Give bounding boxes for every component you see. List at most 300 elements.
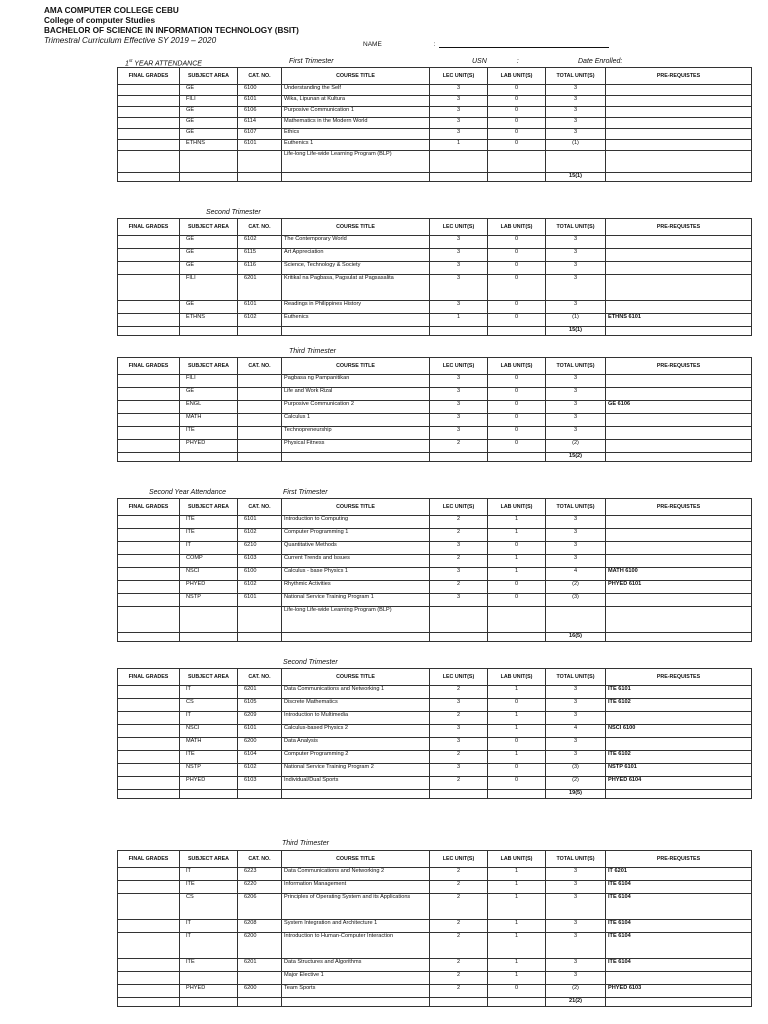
cell-prereq: ITE 6101 xyxy=(606,686,752,699)
final-grade-cell[interactable] xyxy=(118,894,180,920)
cell-lec: 2 xyxy=(430,440,488,453)
cell-prereq: PHYED 6101 xyxy=(606,581,752,594)
name-label: NAME xyxy=(363,41,382,48)
cell-prereq xyxy=(606,151,752,173)
course-row xyxy=(118,751,752,764)
final-grade-cell[interactable] xyxy=(118,249,180,262)
cell-cat: 6106 xyxy=(238,107,282,118)
cell-total: 3 xyxy=(546,107,606,118)
cell-subject: ETHNS xyxy=(180,140,238,151)
cell-lec: 3 xyxy=(430,236,488,249)
cell-total: 3 xyxy=(546,529,606,542)
blank-cell xyxy=(282,453,430,462)
cell-title: Purposive Communication 1 xyxy=(282,107,430,118)
column-header-title: COURSE TITLE xyxy=(282,851,430,868)
blank-cell xyxy=(606,453,752,462)
cell-lec: 2 xyxy=(430,972,488,985)
cell-title: Introduction to Multimedia xyxy=(282,712,430,725)
cell-subject: PHYED xyxy=(180,777,238,790)
blank-cell xyxy=(488,790,546,799)
cell-cat: 6206 xyxy=(238,894,282,920)
course-row xyxy=(118,920,752,933)
course-row xyxy=(118,129,752,140)
column-header-title: COURSE TITLE xyxy=(282,358,430,375)
cell-lab: 1 xyxy=(488,712,546,725)
final-grade-cell[interactable] xyxy=(118,107,180,118)
cell-total: (3) xyxy=(546,764,606,777)
final-grade-cell[interactable] xyxy=(118,516,180,529)
cell-lec: 2 xyxy=(430,777,488,790)
cell-total: 3 xyxy=(546,96,606,107)
course-row xyxy=(118,581,752,594)
cell-lab: 0 xyxy=(488,301,546,314)
cell-lab: 0 xyxy=(488,985,546,998)
cell-title: Data Analysis xyxy=(282,738,430,751)
blank-cell xyxy=(488,173,546,182)
final-grade-cell[interactable] xyxy=(118,881,180,894)
column-header-cat: CAT. NO. xyxy=(238,499,282,516)
cell-lec: 2 xyxy=(430,751,488,764)
table-header-row xyxy=(118,68,752,85)
total-units-row xyxy=(118,633,752,642)
final-grade-cell[interactable] xyxy=(118,933,180,959)
cell-lec: 1 xyxy=(430,314,488,327)
final-grade-cell[interactable] xyxy=(118,607,180,633)
course-row xyxy=(118,738,752,751)
cell-lab: 0 xyxy=(488,699,546,712)
cell-lec xyxy=(430,151,488,173)
cell-subject: CS xyxy=(180,699,238,712)
total-units: 15(1) xyxy=(546,327,606,336)
course-row xyxy=(118,262,752,275)
cell-prereq xyxy=(606,249,752,262)
cell-cat xyxy=(238,151,282,173)
cell-total: 3 xyxy=(546,959,606,972)
cell-lab: 0 xyxy=(488,85,546,96)
name-field[interactable] xyxy=(363,39,609,48)
cell-total: 3 xyxy=(546,751,606,764)
final-grade-cell[interactable] xyxy=(118,594,180,607)
final-grade-cell[interactable] xyxy=(118,427,180,440)
final-grade-cell[interactable] xyxy=(118,920,180,933)
cell-total: 3 xyxy=(546,301,606,314)
cell-cat: 6208 xyxy=(238,920,282,933)
term-block-y2-t3 xyxy=(117,850,751,1007)
final-grade-cell[interactable] xyxy=(118,262,180,275)
cell-lab: 0 xyxy=(488,107,546,118)
cell-cat: 6105 xyxy=(238,699,282,712)
cell-prereq: PHYED 6104 xyxy=(606,777,752,790)
cell-lab: 0 xyxy=(488,262,546,275)
cell-title: Calculus-based Physics 2 xyxy=(282,725,430,738)
cell-lec: 2 xyxy=(430,868,488,881)
cell-cat: 6103 xyxy=(238,777,282,790)
final-grade-cell[interactable] xyxy=(118,375,180,388)
cell-cat: 6210 xyxy=(238,542,282,555)
cell-lec: 3 xyxy=(430,594,488,607)
cell-prereq xyxy=(606,529,752,542)
course-row xyxy=(118,249,752,262)
column-header-cat: CAT. NO. xyxy=(238,68,282,85)
final-grade-cell[interactable] xyxy=(118,85,180,96)
cell-title: Physical Fitness xyxy=(282,440,430,453)
cell-cat: 6102 xyxy=(238,764,282,777)
cell-cat xyxy=(238,375,282,388)
cell-title: Discrete Mathematics xyxy=(282,699,430,712)
cell-lab: 0 xyxy=(488,375,546,388)
final-grade-cell[interactable] xyxy=(118,440,180,453)
cell-prereq: MATH 6100 xyxy=(606,568,752,581)
cell-subject: CS xyxy=(180,894,238,920)
year1-prefix: 1 xyxy=(125,60,129,68)
document-header xyxy=(44,6,299,46)
cell-subject: ETHNS xyxy=(180,314,238,327)
final-grade-cell[interactable] xyxy=(118,751,180,764)
cell-subject: NSTP xyxy=(180,594,238,607)
cell-total: 3 xyxy=(546,236,606,249)
cell-subject: COMP xyxy=(180,555,238,568)
cell-cat: 6103 xyxy=(238,555,282,568)
total-units-row xyxy=(118,453,752,462)
cell-subject: GE xyxy=(180,301,238,314)
column-header-total: TOTAL UNIT(S) xyxy=(546,219,606,236)
course-row xyxy=(118,388,752,401)
final-grade-cell[interactable] xyxy=(118,868,180,881)
cell-lec: 1 xyxy=(430,140,488,151)
final-grade-cell[interactable] xyxy=(118,712,180,725)
cell-prereq xyxy=(606,275,752,301)
blank-cell xyxy=(238,790,282,799)
course-row xyxy=(118,764,752,777)
usn-field xyxy=(472,58,519,65)
cell-lab: 1 xyxy=(488,725,546,738)
cell-prereq: GE 6106 xyxy=(606,401,752,414)
final-grade-cell[interactable] xyxy=(118,414,180,427)
cell-total: 3 xyxy=(546,542,606,555)
column-header-final: FINAL GRADES xyxy=(118,358,180,375)
cell-lec: 2 xyxy=(430,555,488,568)
curriculum-table xyxy=(117,67,752,182)
cell-prereq xyxy=(606,542,752,555)
course-row xyxy=(118,427,752,440)
course-row xyxy=(118,96,752,107)
course-row xyxy=(118,959,752,972)
cell-title: Life and Work Rizal xyxy=(282,388,430,401)
final-grade-cell[interactable] xyxy=(118,764,180,777)
blank-cell xyxy=(282,998,430,1007)
final-grade-cell[interactable] xyxy=(118,96,180,107)
cell-lab: 1 xyxy=(488,751,546,764)
course-row xyxy=(118,516,752,529)
year1-attendance-label xyxy=(125,58,202,67)
cell-cat xyxy=(238,440,282,453)
cell-title: Readings in Philippines History xyxy=(282,301,430,314)
blank-cell xyxy=(238,173,282,182)
cell-total: 3 xyxy=(546,868,606,881)
total-units: 21(2) xyxy=(546,998,606,1007)
cell-cat: 6102 xyxy=(238,581,282,594)
cell-cat: 6102 xyxy=(238,236,282,249)
final-grade-cell[interactable] xyxy=(118,777,180,790)
cell-cat: 6200 xyxy=(238,985,282,998)
cell-lab xyxy=(488,151,546,173)
final-grade-cell[interactable] xyxy=(118,401,180,414)
cell-total: 3 xyxy=(546,85,606,96)
course-row xyxy=(118,972,752,985)
blank-cell xyxy=(118,173,180,182)
course-row xyxy=(118,275,752,301)
blank-cell xyxy=(238,633,282,642)
column-header-lab: LAB UNIT(S) xyxy=(488,219,546,236)
column-header-subject: SUBJECT AREA xyxy=(180,851,238,868)
column-header-subject: SUBJECT AREA xyxy=(180,68,238,85)
table-header-row xyxy=(118,499,752,516)
cell-prereq xyxy=(606,96,752,107)
cell-lab: 0 xyxy=(488,542,546,555)
blank-cell xyxy=(118,327,180,336)
column-header-lab: LAB UNIT(S) xyxy=(488,358,546,375)
cell-lec: 2 xyxy=(430,686,488,699)
cell-lab: 0 xyxy=(488,96,546,107)
cell-lec: 2 xyxy=(430,516,488,529)
blank-cell xyxy=(180,998,238,1007)
cell-subject xyxy=(180,972,238,985)
cell-subject: MATH xyxy=(180,414,238,427)
final-grade-cell[interactable] xyxy=(118,236,180,249)
cell-lec: 2 xyxy=(430,894,488,920)
blank-cell xyxy=(488,633,546,642)
blank-cell xyxy=(282,790,430,799)
final-grade-cell[interactable] xyxy=(118,738,180,751)
cell-title: Quantitative Methods xyxy=(282,542,430,555)
column-header-lab: LAB UNIT(S) xyxy=(488,669,546,686)
cell-lab: 1 xyxy=(488,920,546,933)
course-row xyxy=(118,607,752,633)
term-label-y1-t1: First Trimester xyxy=(289,58,334,65)
blank-cell xyxy=(118,453,180,462)
cell-subject: GE xyxy=(180,388,238,401)
date-enrolled-label: Date Enrolled: xyxy=(578,58,623,65)
final-grade-cell[interactable] xyxy=(118,275,180,301)
cell-lec: 3 xyxy=(430,414,488,427)
blank-cell xyxy=(606,633,752,642)
column-header-final: FINAL GRADES xyxy=(118,669,180,686)
column-header-lec: LEC UNIT(S) xyxy=(430,68,488,85)
cell-prereq: ETHNS 6101 xyxy=(606,314,752,327)
cell-total: (2) xyxy=(546,440,606,453)
cell-prereq: ITE 6104 xyxy=(606,894,752,920)
column-header-lec: LEC UNIT(S) xyxy=(430,219,488,236)
cell-cat: 6102 xyxy=(238,529,282,542)
cell-lec: 3 xyxy=(430,725,488,738)
cell-lec: 2 xyxy=(430,881,488,894)
total-units-row xyxy=(118,998,752,1007)
cell-total: 3 xyxy=(546,712,606,725)
course-row xyxy=(118,725,752,738)
final-grade-cell[interactable] xyxy=(118,151,180,173)
cell-subject xyxy=(180,151,238,173)
course-row xyxy=(118,594,752,607)
final-grade-cell[interactable] xyxy=(118,555,180,568)
cell-lab: 0 xyxy=(488,140,546,151)
final-grade-cell[interactable] xyxy=(118,301,180,314)
cell-title: National Service Training Program 2 xyxy=(282,764,430,777)
final-grade-cell[interactable] xyxy=(118,118,180,129)
cell-prereq: ITE 6102 xyxy=(606,751,752,764)
term-block-y1-t1 xyxy=(117,67,751,182)
column-header-prereq: PRE-REQUISTES xyxy=(606,499,752,516)
blank-cell xyxy=(430,327,488,336)
cell-title: Information Management xyxy=(282,881,430,894)
blank-cell xyxy=(430,453,488,462)
blank-cell xyxy=(430,998,488,1007)
cell-lab: 1 xyxy=(488,972,546,985)
cell-cat xyxy=(238,607,282,633)
final-grade-cell[interactable] xyxy=(118,140,180,151)
cell-title: Calculus - base Physics 1 xyxy=(282,568,430,581)
cell-title: Understanding the Self xyxy=(282,85,430,96)
cell-prereq: ITE 6104 xyxy=(606,959,752,972)
usn-label: USN xyxy=(472,58,487,65)
cell-title: Data Communications and Networking 1 xyxy=(282,686,430,699)
course-row xyxy=(118,236,752,249)
cell-lab: 0 xyxy=(488,388,546,401)
blank-cell xyxy=(180,790,238,799)
final-grade-cell[interactable] xyxy=(118,699,180,712)
cell-prereq xyxy=(606,972,752,985)
course-row xyxy=(118,140,752,151)
cell-cat: 6115 xyxy=(238,249,282,262)
blank-cell xyxy=(118,790,180,799)
cell-lab: 1 xyxy=(488,568,546,581)
course-row xyxy=(118,85,752,96)
cell-lec: 2 xyxy=(430,985,488,998)
cell-title: Life-long Life-wide Learning Program (BLP) xyxy=(282,607,430,633)
cell-title: Science, Technology & Society xyxy=(282,262,430,275)
course-row xyxy=(118,985,752,998)
final-grade-cell[interactable] xyxy=(118,959,180,972)
final-grade-cell[interactable] xyxy=(118,314,180,327)
blank-cell xyxy=(180,173,238,182)
cell-title: Kritikal na Pagbasa, Pagsulat at Pagsasalita xyxy=(282,275,430,301)
cell-cat: 6100 xyxy=(238,568,282,581)
course-row xyxy=(118,568,752,581)
cell-prereq xyxy=(606,236,752,249)
final-grade-cell[interactable] xyxy=(118,985,180,998)
cell-total: 3 xyxy=(546,516,606,529)
cell-prereq xyxy=(606,140,752,151)
cell-subject: ITE xyxy=(180,427,238,440)
cell-title: Pagbasa ng Pampanitikan xyxy=(282,375,430,388)
course-row xyxy=(118,301,752,314)
blank-cell xyxy=(488,327,546,336)
final-grade-cell[interactable] xyxy=(118,972,180,985)
cell-lec: 3 xyxy=(430,764,488,777)
cell-lec: 3 xyxy=(430,699,488,712)
cell-title: System Integration and Architecture 1 xyxy=(282,920,430,933)
cell-total: (1) xyxy=(546,314,606,327)
final-grade-cell[interactable] xyxy=(118,581,180,594)
blank-cell xyxy=(606,790,752,799)
column-header-lec: LEC UNIT(S) xyxy=(430,669,488,686)
final-grade-cell[interactable] xyxy=(118,129,180,140)
year1-sup: st xyxy=(128,58,133,63)
column-header-total: TOTAL UNIT(S) xyxy=(546,851,606,868)
cell-title: Euthenics 1 xyxy=(282,140,430,151)
total-units: 19(5) xyxy=(546,790,606,799)
blank-cell xyxy=(118,633,180,642)
cell-total: (3) xyxy=(546,594,606,607)
column-header-cat: CAT. NO. xyxy=(238,851,282,868)
column-header-title: COURSE TITLE xyxy=(282,219,430,236)
cell-total: 3 xyxy=(546,686,606,699)
cell-title: Introduction to Computing xyxy=(282,516,430,529)
cell-subject: ITE xyxy=(180,516,238,529)
cell-title: Team Sports xyxy=(282,985,430,998)
cell-lab: 0 xyxy=(488,401,546,414)
cell-cat: 6101 xyxy=(238,725,282,738)
cell-prereq: ITE 6104 xyxy=(606,920,752,933)
cell-title: Euthenics xyxy=(282,314,430,327)
total-units: 16(5) xyxy=(546,633,606,642)
final-grade-cell[interactable] xyxy=(118,388,180,401)
curriculum-table xyxy=(117,498,752,642)
cell-cat: 6101 xyxy=(238,140,282,151)
column-header-subject: SUBJECT AREA xyxy=(180,358,238,375)
column-header-subject: SUBJECT AREA xyxy=(180,499,238,516)
final-grade-cell[interactable] xyxy=(118,686,180,699)
cell-cat: 6101 xyxy=(238,516,282,529)
total-units-row xyxy=(118,327,752,336)
cell-total xyxy=(546,151,606,173)
blank-cell xyxy=(180,453,238,462)
name-blank-line[interactable] xyxy=(439,39,609,48)
final-grade-cell[interactable] xyxy=(118,568,180,581)
cell-subject: IT xyxy=(180,542,238,555)
cell-lab: 0 xyxy=(488,314,546,327)
cell-cat: 6201 xyxy=(238,686,282,699)
course-row xyxy=(118,401,752,414)
cell-title: Computer Programming 1 xyxy=(282,529,430,542)
cell-lab: 0 xyxy=(488,129,546,140)
table-header-row xyxy=(118,219,752,236)
cell-prereq xyxy=(606,427,752,440)
cell-subject: PHYED xyxy=(180,985,238,998)
course-row xyxy=(118,712,752,725)
final-grade-cell[interactable] xyxy=(118,542,180,555)
final-grade-cell[interactable] xyxy=(118,529,180,542)
cell-title: Principles of Operating System and its Applications xyxy=(282,894,430,920)
cell-lec: 2 xyxy=(430,529,488,542)
course-row xyxy=(118,107,752,118)
cell-subject: ENGL xyxy=(180,401,238,414)
cell-lab: 1 xyxy=(488,959,546,972)
course-row xyxy=(118,777,752,790)
final-grade-cell[interactable] xyxy=(118,725,180,738)
cell-lab: 1 xyxy=(488,555,546,568)
cell-lec: 2 xyxy=(430,933,488,959)
cell-cat xyxy=(238,414,282,427)
cell-cat: 6200 xyxy=(238,933,282,959)
cell-prereq xyxy=(606,107,752,118)
cell-cat: 6101 xyxy=(238,594,282,607)
cell-subject: ITE xyxy=(180,881,238,894)
cell-title: Data Communications and Networking 2 xyxy=(282,868,430,881)
cell-title: Individual/Dual Sports xyxy=(282,777,430,790)
cell-total: 3 xyxy=(546,881,606,894)
cell-cat: 6102 xyxy=(238,314,282,327)
column-header-title: COURSE TITLE xyxy=(282,68,430,85)
